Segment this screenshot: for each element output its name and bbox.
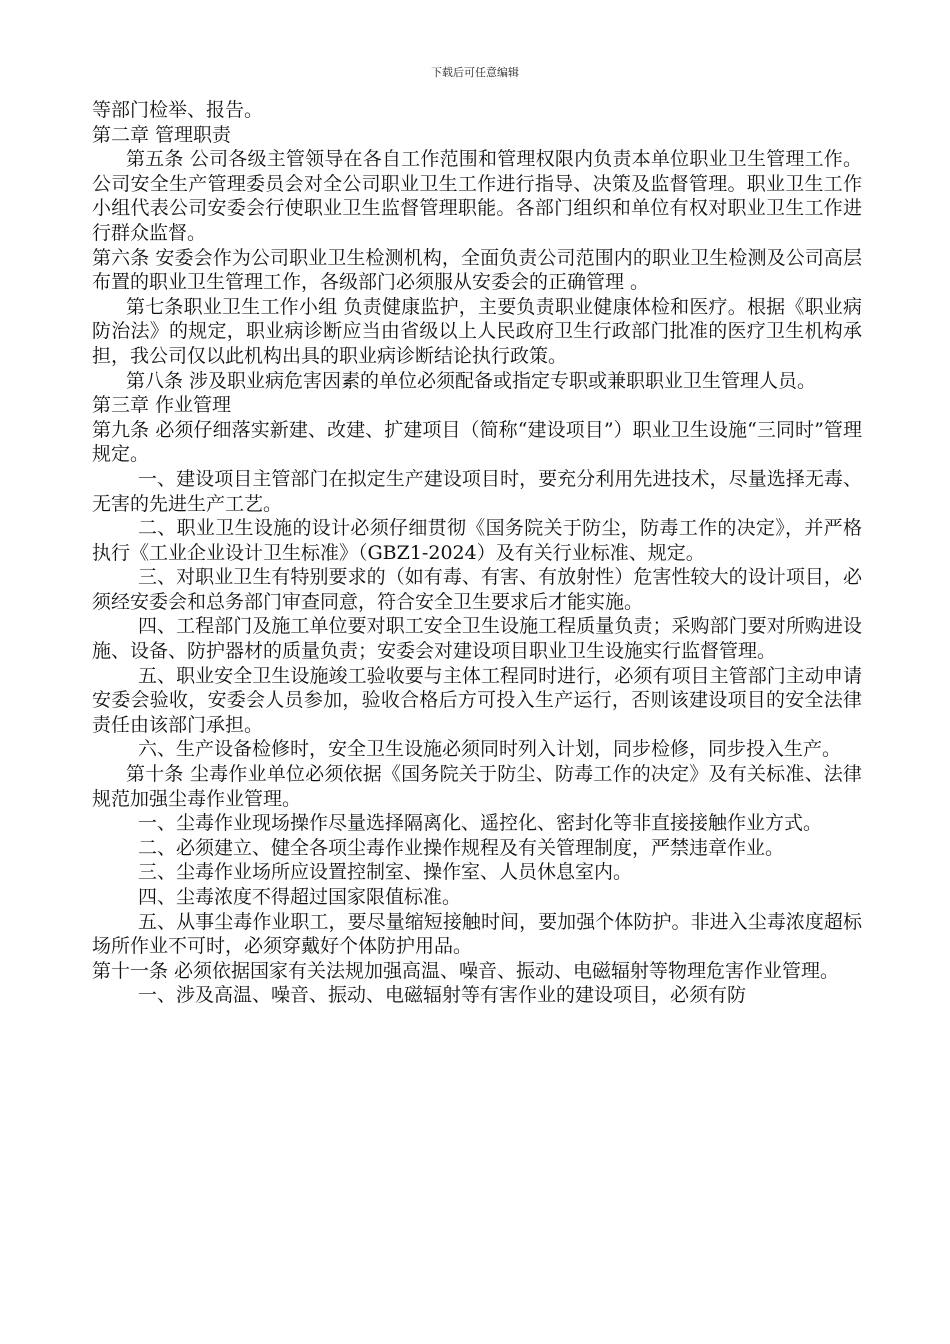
article-9-item-3: 三、对职业卫生有特别要求的（如有毒、有害、有放射性）危害性较大的设计项目，必须经安委会和总务部门审查同意，符合安全卫生要求后才能实施。 [92,566,862,613]
paragraph-continuation: 等部门检举、报告。 [92,99,264,121]
article-10-item-5: 五、从事尘毒作业职工，要尽量缩短接触时间，要加强个体防护。非进入尘毒浓度超标场所作业不可时，必须穿戴好个体防护用品。 [92,910,862,958]
article-6: 第六条 安委会作为公司职业卫生检测机构，全面负责公司范围内的职业卫生检测及公司高层布置的职业卫生管理工作，各级部门必须服从安委会的正确管理 。 [92,246,862,294]
article-10-item-1: 一、尘毒作业现场操作尽量选择隔离化、遥控化、密封化等非直接接触作业方式。 [138,812,823,835]
article-11: 第十一条 必须依据国家有关法规加强高温、噪音、振动、电磁辐射等物理危害作业管理。 [92,959,840,982]
article-10-item-3: 三、尘毒作业场所应设置控制室、操作室、人员休息室内。 [138,861,633,884]
article-9: 第九条 必须仔细落实新建、改建、扩建项目（简称“建设项目”）职业卫生设施“三同时”管理规定。 [92,418,862,466]
article-10: 第十条 尘毒作业单位必须依据《国务院关于防尘、防毒工作的决定》及有关标准、法律规范加强尘毒作业管理。 [92,763,862,810]
chapter-3-heading: 第三章 作业管理 [92,394,232,417]
page-header-note: 下载后可任意编辑 [431,66,519,79]
article-9-item-6: 六、生产设备检修时，安全卫生设施必须同时列入计划，同步检修，同步投入生产。 [138,738,842,761]
article-5: 第五条 公司各级主管领导在各自工作范围和管理权限内负责本单位职业卫生管理工作。公司安全生产管理委员会对全公司职业卫生工作进行指导、决策及监督管理。职业卫生工作小组代表公司安委会行使职业卫生监督管理职能。各部门组织和单位有权对职业卫生工作进行群众监督。 [92,148,862,244]
article-9-item-5: 五、职业安全卫生设施竣工验收要与主体工程同时进行，必须有项目主管部门主动申请安委会验收，安委会人员参加，验收合格后方可投入生产运行，否则该建设项目的安全法律责任由该部门承担。 [92,664,862,736]
article-10-item-2: 二、必须建立、健全各项尘毒作业操作规程及有关管理制度，严禁违章作业。 [138,836,785,859]
article-9-item-2: 二、职业卫生设施的设计必须仔细贯彻《国务院关于防尘，防毒工作的决定》，并严格执行《工业企业设计卫生标准》（GBZ1-2024）及有关行业标准、规定。 [92,517,862,564]
article-8: 第八条 涉及职业病危害因素的单位必须配备或指定专职或兼职职业卫生管理人员。 [126,369,817,392]
article-9-item-4: 四、工程部门及施工单位要对职工安全卫生设施工程质量负责；采购部门要对所购进设施、设备、防护器材的质量负责；安委会对建设项目职业卫生设施实行监督管理。 [92,615,862,663]
chapter-2-heading: 第二章 管理职责 [92,123,232,146]
article-7: 第七条职业卫生工作小组 负责健康监护，主要负责职业健康体检和医疗。根据《职业病防治法》的规定，职业病诊断应当由省级以上人民政府卫生行政部门批准的医疗卫生机构承担，我公司仅以此机构出具的职业病诊断结论执行政策。 [92,295,862,367]
article-10-item-4: 四、尘毒浓度不得超过国家限值标准。 [138,886,462,908]
article-11-item-1: 一、涉及高温、噪音、振动、电磁辐射等有害作业的建设项目，必须有防 [138,984,747,1007]
document-body [92,98,862,1008]
article-9-item-1: 一、建设项目主管部门在拟定生产建设项目时，要充分利用先进技术，尽量选择无毒、无害的先进生产工艺。 [92,467,862,515]
